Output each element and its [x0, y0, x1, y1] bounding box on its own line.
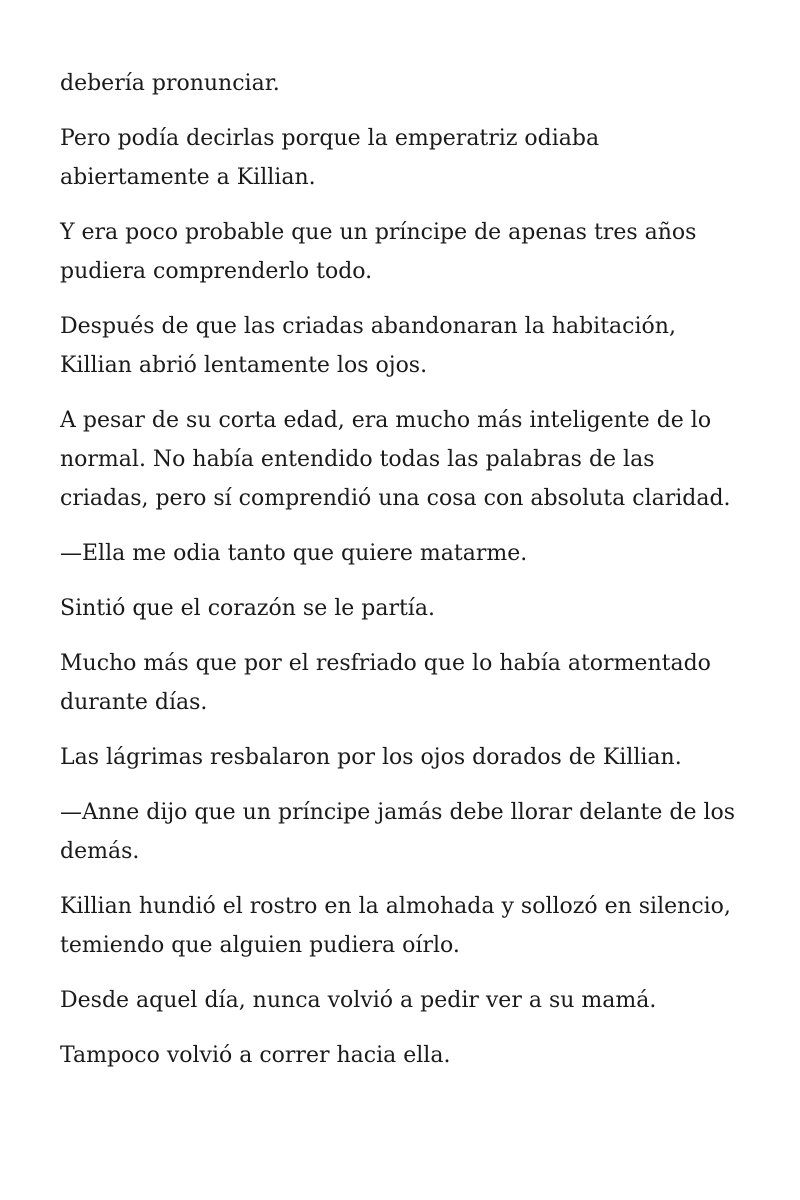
paragraph: Sintió que el corazón se le partía.: [60, 596, 435, 621]
paragraph: Killian hundió el rostro en la almohada y sollozó en silencio, temiendo que alguien pudiera oírlo.: [60, 894, 731, 958]
paragraph: A pesar de su corta edad, era mucho más inteligente de lo normal. No había entendido todas las palabras de las criadas, pero sí comprendió una cosa con absoluta claridad.: [60, 408, 731, 511]
paragraph: Mucho más que por el resfriado que lo había atormentado durante días.: [60, 651, 711, 715]
paragraph: Las lágrimas resbalaron por los ojos dorados de Killian.: [60, 745, 682, 770]
paragraph: Pero podía decirlas porque la emperatriz odiaba abiertamente a Killian.: [60, 126, 600, 190]
paragraph: —Anne dijo que un príncipe jamás debe llorar delante de los demás.: [60, 800, 736, 864]
paragraph: Y era poco probable que un príncipe de apenas tres años pudiera comprenderlo todo.: [60, 220, 697, 284]
paragraph: Tampoco volvió a correr hacia ella.: [60, 1043, 451, 1068]
paragraph: Desde aquel día, nunca volvió a pedir ver a su mamá.: [60, 988, 657, 1013]
paragraph: Después de que las criadas abandonaran la habitación, Killian abrió lentamente los ojos.: [60, 314, 676, 378]
paragraph: debería pronunciar.: [60, 71, 280, 96]
paragraph: —Ella me odia tanto que quiere matarme.: [60, 541, 528, 566]
